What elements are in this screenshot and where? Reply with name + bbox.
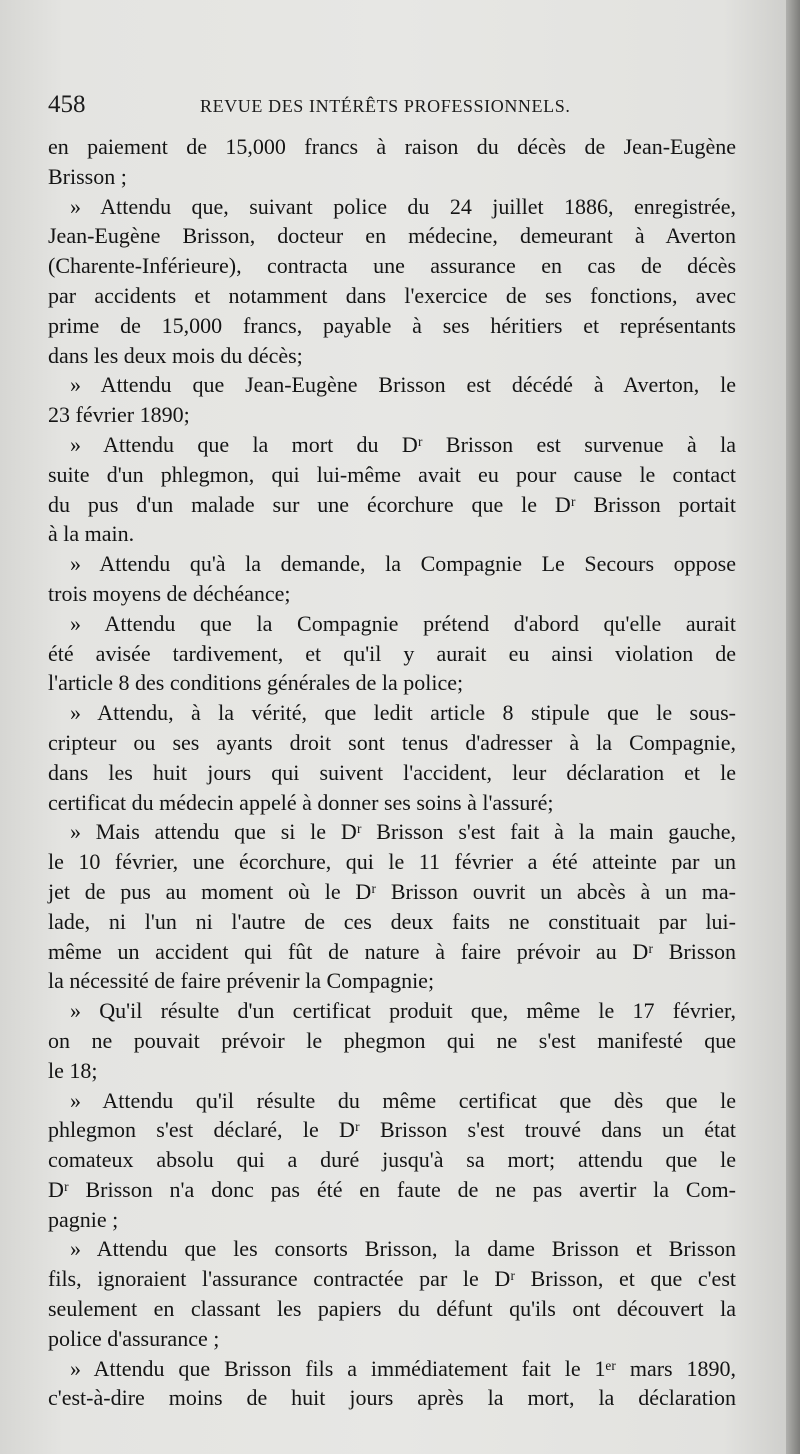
- text-line: prime de 15,000 francs, payable à ses héritiers et représentants: [48, 312, 736, 338]
- text-line: à la main.: [48, 521, 135, 547]
- text-line: » Attendu qu'il résulte du même certificat que dès que le: [70, 1087, 736, 1113]
- text-line: du pus d'un malade sur une écorchure que le Dʳ Brisson portait: [48, 491, 736, 517]
- text-line: suite d'un phlegmon, qui lui-même avait eu pour cause le contact: [48, 461, 736, 487]
- text-line: (Charente-Inférieure), contracta une assurance en cas de décès: [48, 253, 736, 279]
- text-line: » Mais attendu que si le Dʳ Brisson s'est fait à la main gauche,: [70, 819, 736, 845]
- running-title: REVUE DES INTÉRÊTS PROFESSIONNELS.: [200, 96, 571, 116]
- text-line: fils, ignoraient l'assurance contractée par le Dʳ Brisson, et que c'est: [48, 1266, 736, 1292]
- page-number: 458: [48, 91, 86, 118]
- text-line: comateux absolu qui a duré jusqu'à sa mort; attendu que le: [48, 1147, 736, 1173]
- text-line: certificat du médecin appelé à donner ses soins à l'assuré;: [48, 789, 554, 815]
- text-line: seulement en classant les papiers du défunt qu'ils ont découvert la: [48, 1296, 736, 1322]
- text-line: on ne pouvait prévoir le phegmon qui ne s'est manifesté que: [48, 1027, 736, 1053]
- text-line: » Attendu que la mort du Dʳ Brisson est survenue à la: [70, 431, 736, 457]
- text-line: dans les deux mois du décès;: [48, 342, 303, 368]
- text-line: police d'assurance ;: [48, 1325, 220, 1351]
- text-line: cripteur ou ses ayants droit sont tenus d'adresser à la Compagnie,: [48, 729, 736, 755]
- text-line: » Attendu que Brisson fils a immédiatement fait le 1ᵉʳ mars 1890,: [70, 1355, 736, 1381]
- text-line: dans les huit jours qui suivent l'accident, leur déclaration et le: [48, 759, 736, 785]
- text-line: » Attendu que Jean-Eugène Brisson est décédé à Averton, le: [70, 372, 736, 398]
- text-line: phlegmon s'est déclaré, le Dʳ Brisson s'est trouvé dans un état: [48, 1117, 736, 1143]
- text-line: » Qu'il résulte d'un certificat produit que, même le 17 février,: [70, 998, 736, 1024]
- text-line: par accidents et notamment dans l'exercice de ses fonctions, avec: [48, 282, 736, 308]
- body-text: [48, 132, 736, 1413]
- text-line: Jean-Eugène Brisson, docteur en médecine, demeurant à Averton: [48, 223, 736, 249]
- text-line: 23 février 1890;: [48, 402, 190, 428]
- text-line: même un accident qui fût de nature à faire prévoir au Dʳ Brisson: [48, 938, 736, 964]
- text-line: Brisson ;: [48, 163, 127, 189]
- text-line: le 10 février, une écorchure, qui le 11 février a été atteinte par un: [48, 849, 736, 875]
- text-line: lade, ni l'un ni l'autre de ces deux faits ne constituait par lui-: [48, 908, 736, 934]
- text-line: été avisée tardivement, et qu'il y aurait eu ainsi violation de: [48, 640, 736, 666]
- text-line: en paiement de 15,000 francs à raison du décès de Jean-Eugène: [48, 134, 736, 159]
- text-line: trois moyens de déchéance;: [48, 580, 291, 606]
- text-line: jet de pus au moment où le Dʳ Brisson ouvrit un abcès à un ma-: [48, 878, 736, 904]
- text-line: le 18;: [48, 1057, 98, 1083]
- text-line: la nécessité de faire prévenir la Compagnie;: [48, 968, 435, 994]
- text-line: » Attendu, à la vérité, que ledit article 8 stipule que le sous-: [70, 700, 736, 726]
- running-header: [48, 90, 738, 120]
- text-line: » Attendu que la Compagnie prétend d'abord qu'elle aurait: [70, 610, 736, 636]
- text-line: c'est-à-dire moins de huit jours après la mort, la déclaration: [48, 1385, 736, 1411]
- text-line: l'article 8 des conditions générales de la police;: [48, 670, 464, 696]
- text-line: pagnie ;: [48, 1206, 119, 1232]
- text-line: » Attendu que les consorts Brisson, la dame Brisson et Brisson: [70, 1236, 736, 1262]
- text-line: » Attendu qu'à la demande, la Compagnie Le Secours oppose: [70, 551, 736, 577]
- page-gutter-shadow: [786, 0, 800, 1454]
- text-line: » Attendu que, suivant police du 24 juillet 1886, enregistrée,: [70, 193, 736, 219]
- text-line: Dʳ Brisson n'a donc pas été en faute de ne pas avertir la Com-: [48, 1176, 736, 1202]
